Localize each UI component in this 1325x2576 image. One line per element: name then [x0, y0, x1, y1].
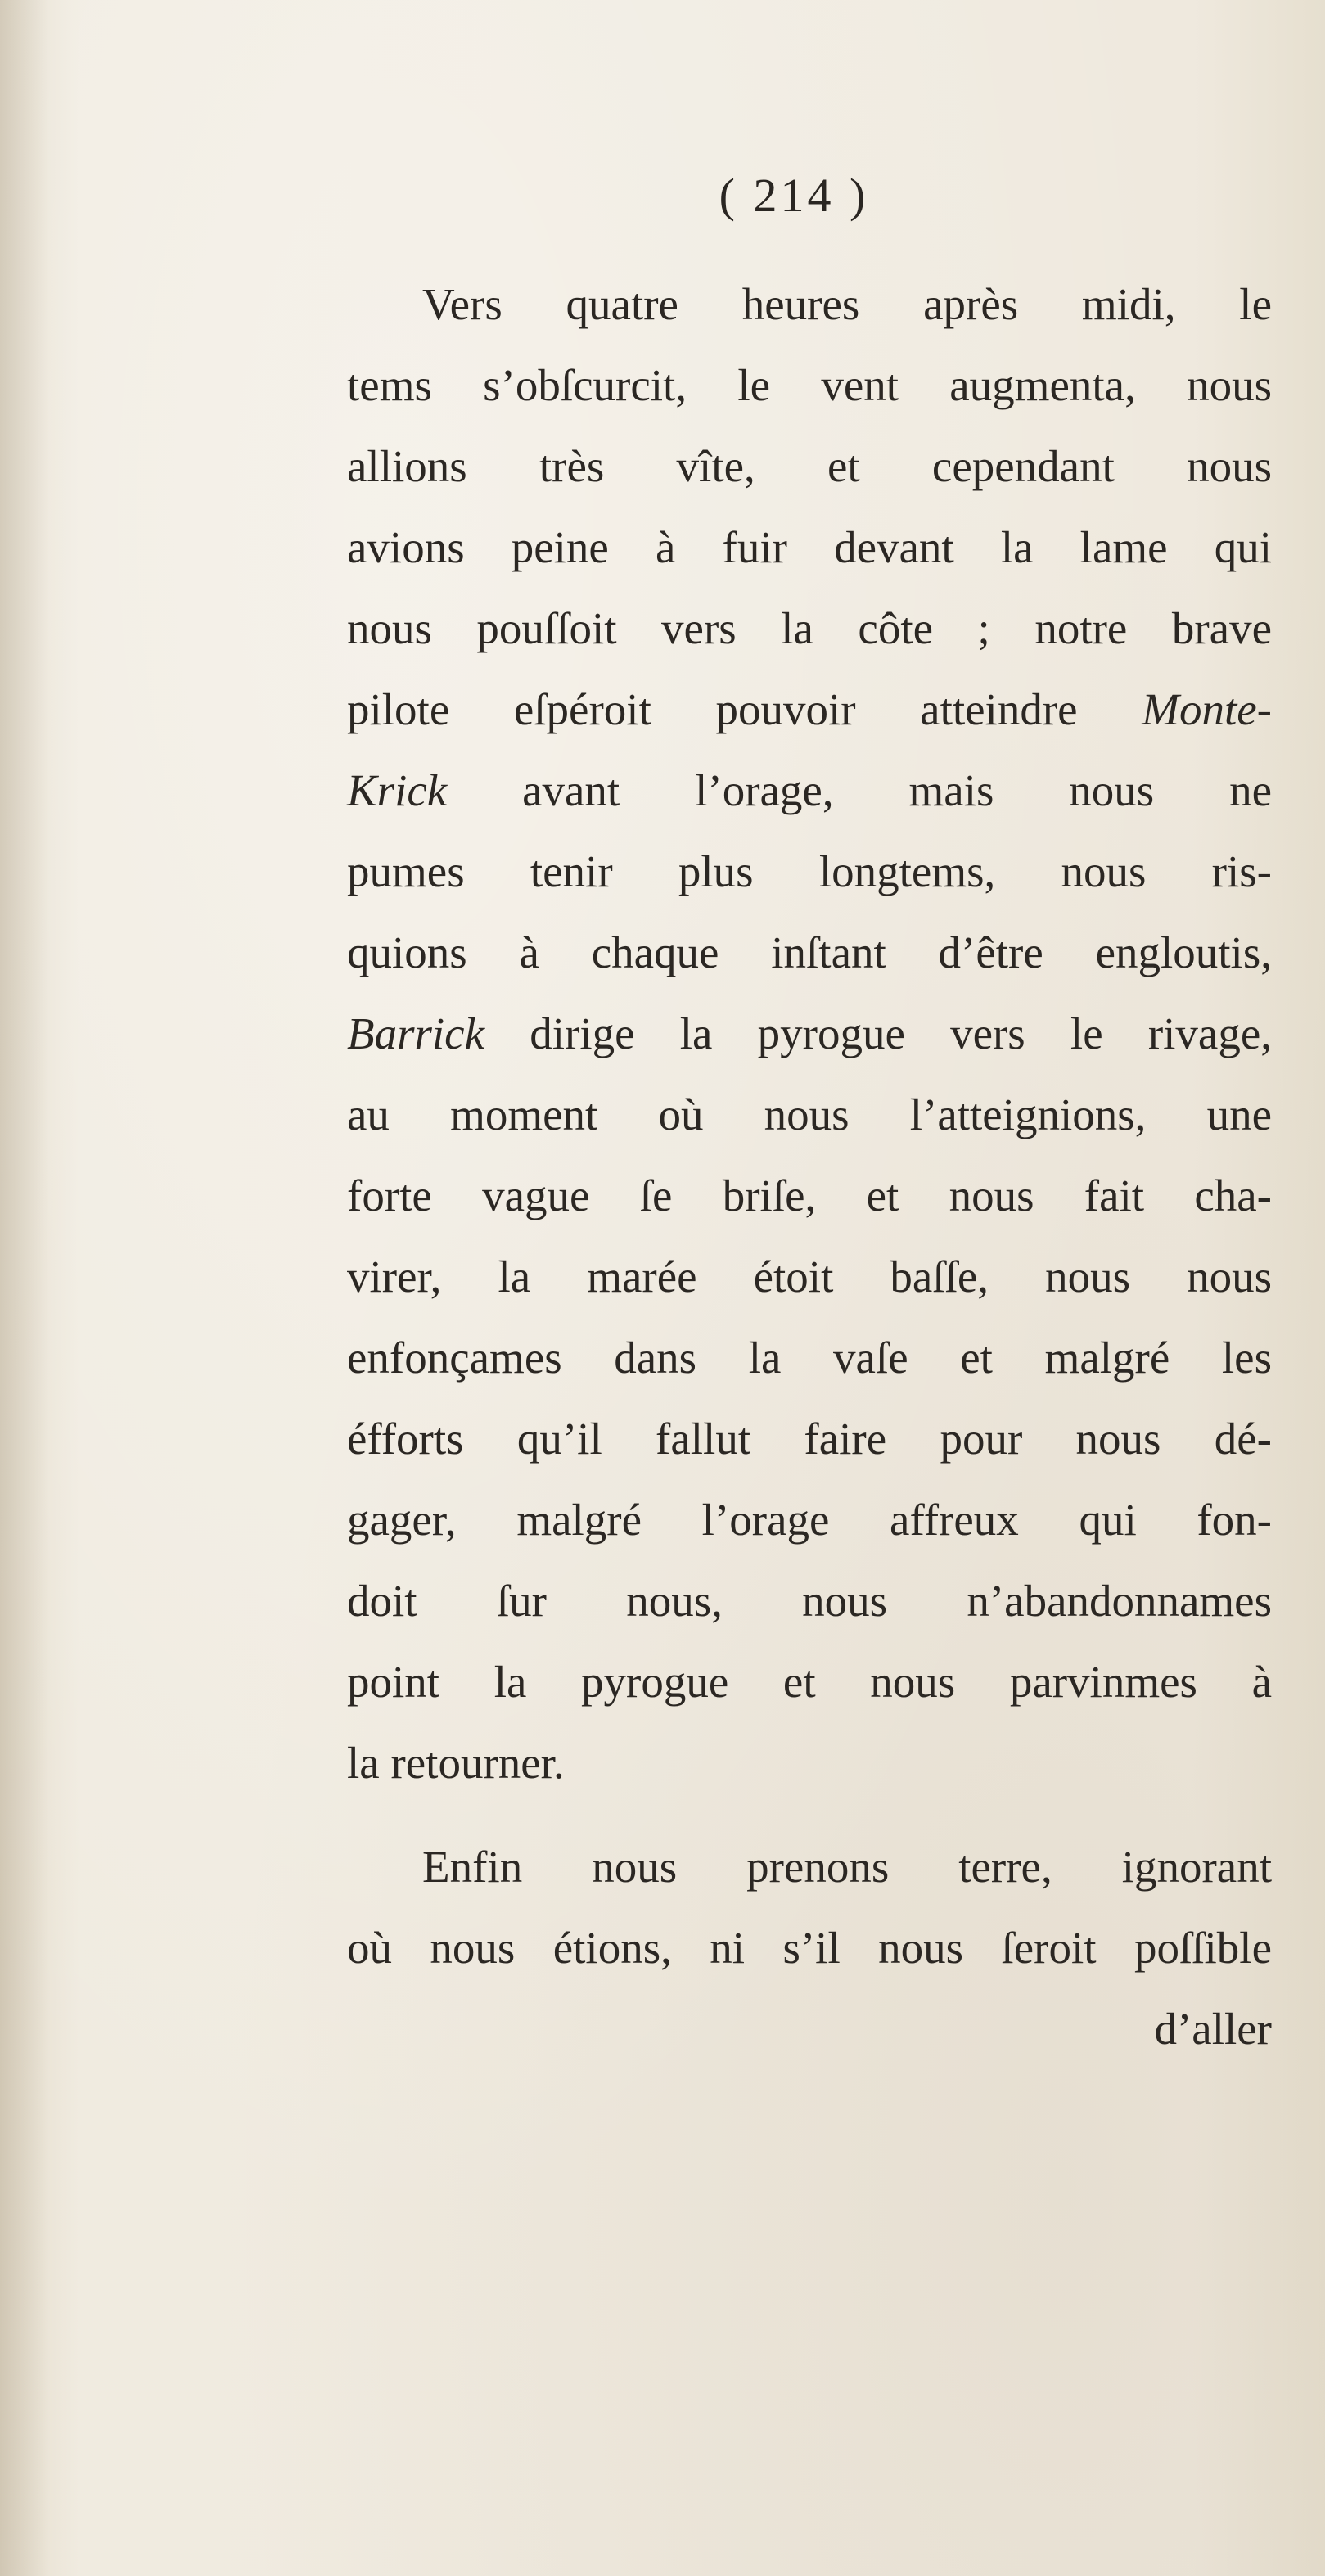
italic-place-name: Monte- [1142, 684, 1272, 734]
text-line [347, 669, 1272, 750]
text-line: gager, malgré l’orage affreux qui fon- [347, 1495, 1272, 1545]
text-line: la retourner. [347, 1738, 565, 1788]
text-line [347, 750, 1272, 831]
text-line: Enfin nous prenons terre, ignorant [422, 1842, 1272, 1892]
text-line: Vers quatre heures après midi, le [422, 279, 1272, 329]
text-line: où nous étions, ni s’il nous ſeroit poſſible [347, 1923, 1272, 1973]
gutter-shadow [0, 0, 49, 2576]
text-run: avant l’orage, mais nous ne [447, 765, 1272, 815]
text-line: virer, la marée étoit baſſe, nous nous [347, 1252, 1272, 1302]
text-line: forte vague ſe briſe, et nous fait cha- [347, 1171, 1272, 1220]
text-run: pilote eſpéroit pouvoir atteindre [347, 684, 1142, 734]
text-line: au moment où nous l’atteignions, une [347, 1089, 1272, 1139]
text-line: avions peine à fuir devant la lame qui [347, 522, 1272, 572]
paragraph-gap [347, 1803, 1272, 1826]
text-line: allions très vîte, et cependant nous [347, 441, 1272, 491]
text-run: dirige la pyrogue vers le rivage, [484, 1008, 1272, 1058]
italic-place-name: Krick [347, 765, 448, 815]
text-line: nous pouſſoit vers la côte ; notre brave [347, 603, 1272, 653]
text-line: éfforts qu’il fallut faire pour nous dé- [347, 1414, 1272, 1464]
text-line [347, 993, 1272, 1074]
body-text [347, 264, 1272, 2069]
text-line: pumes tenir plus longtems, nous ris- [347, 846, 1272, 896]
text-line: doit ſur nous, nous n’abandonnames [347, 1576, 1272, 1626]
text-line: enfonçames dans la vaſe et malgré les [347, 1333, 1272, 1383]
text-line: tems s’obſcurcit, le vent augmenta, nous [347, 360, 1272, 410]
text-line: point la pyrogue et nous parvinmes à [347, 1657, 1272, 1707]
catchword: d’aller [1154, 2004, 1272, 2054]
italic-person-name: Barrick [347, 1008, 485, 1058]
text-line: quions à chaque inſtant d’être engloutis, [347, 927, 1272, 977]
page-number: ( 214 ) [719, 169, 869, 222]
